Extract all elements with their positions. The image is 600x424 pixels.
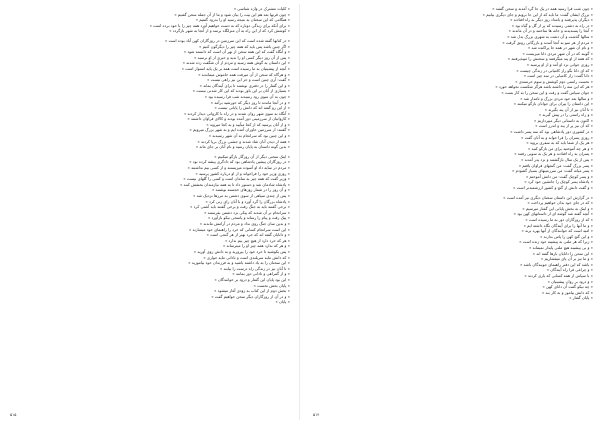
text-line: « روزی جوانی نزد او آمد و از او پرسید » <box>526 61 593 67</box>
text-line: « که دانش بیاموز و به کار بند » <box>541 289 593 295</box>
text-line: « برخی گفتند باید به جنگ رفت و برخی گفتند باید آشتی کرد » <box>190 204 290 210</box>
text-line: « و اینک به بخش پایانی این گفتار میرسیم » <box>522 205 593 211</box>
text-line: « وزیر گفت که همه چیز به سامان است و کسی را گلهای نیست » <box>183 176 290 182</box>
text-line: « پس از یک سال بازگشتند و نزد پدر آمدند » <box>520 157 593 163</box>
text-line: « که آن نیز پر از پند و اندرز است » <box>535 123 593 129</box>
text-line: « و نام آن شهر در همه جا پراکنده شد » <box>527 45 593 51</box>
text-line: « و از آنان پرسید که از کجا میآیید و به کجا میروید » <box>206 121 290 127</box>
text-line: « آنچه گفته شد گوشه ای از داستانهای کهن بود » <box>513 211 593 217</box>
text-line: « و سالها بعد خود مردی بزرگ و نامدار شد » <box>520 95 593 101</box>
left-page <box>8 6 290 410</box>
text-line: « بخش دوم از این کتاب به زودی آغاز میشود » <box>213 288 290 294</box>
text-line: « کلیات مشترک در واژه شناسی » <box>233 6 290 11</box>
text-line: « بدین گونه داستان به پایان رسید و نام آنان بر جای ماند » <box>195 144 290 150</box>
text-line: « هنگامی که این سخنان به نتیجه رسید او را بدرود گفتیم » <box>195 17 290 23</box>
text-line: « پسر بزرگ گفت: من گنجهای فراوان یافتم » <box>518 162 593 168</box>
text-line: « با سپاس از همه کسانی که یاری کردند » <box>524 272 593 278</box>
text-line: « پایان » <box>275 299 290 305</box>
text-line: « هر که خرد دارد از هیچ چیز بیم ندارد » <box>224 237 290 243</box>
text-line: « این است سرانجام کسانی که خرد را راهنمای خود میسازند » <box>188 226 290 232</box>
text-line: « و ما نیز بر آن پای میفشاریم » <box>540 256 593 262</box>
text-line: « این سخنان را به یاد داشته باشید و به فرزندان خود بیاموزید » <box>188 260 290 266</box>
text-line: « جوان سپاس گفت و رفت و این سخن را به کار بست » <box>501 89 593 95</box>
text-line: « کاروانیان از سرزمینی دور آمده بودند و کالای فراوان داشتند » <box>187 116 290 122</box>
text-line: « و در آن از روزگاران دیگر سخن خواهیم گفت » <box>211 293 290 299</box>
text-line: « برای آنکه برای زندگی دوباره که به دست خواهیم آورد همه چیز را با خود برده است » <box>149 22 290 28</box>
text-line: « هر یک از شما باید که به سفری بروید » <box>526 140 593 146</box>
text-line: « و هرگاه که سخن از آن میرفت همه خاموش میماندند » <box>198 71 290 77</box>
text-line: « و از گمراهی و نادانی دور بمانند » <box>232 271 290 277</box>
text-line: « گویند که در آن شهر مردی دانا میزیست » <box>522 50 593 56</box>
text-line: « که از روزگاران دور به ما رسیده است » <box>525 216 593 222</box>
text-line: « این داستان را پیران برای جوانان بازگو میکنند » <box>513 101 593 107</box>
left-page-number: ۵۱۵ <box>10 412 17 417</box>
text-line: « روزی وزیر خود را فراخواند و از او درباره کشور پرسید » <box>195 170 290 176</box>
text-line: « در گزارش این داستان سخنان دیگری نیز آمده است » <box>503 194 593 200</box>
text-line: « چه نیکو گفت آن دانای کهن » <box>542 284 593 290</box>
text-line: « و بدین سان جنگ روی نداد و مردم در آرامش ماندند » <box>199 220 290 226</box>
text-line: « که ای دانا بگو راز کامیابی در زندگی چیست » <box>516 67 593 73</box>
text-line: « سرانجام بر آن شدند که پیکی نزد دشمن بفرستند » <box>204 209 290 215</box>
text-line: « گفت: آری چنین است و جز این نیز راهی نیست » <box>207 77 290 83</box>
text-line: « بسیاری از آنان بر این باور بودند که این کار شدنی نیست » <box>192 88 290 94</box>
text-line: « پادشاه پسر کوچک را جانشین خود کرد » <box>524 179 593 185</box>
text-line: « پادشاه شادمان شد و دستور داد تا به همه نیازمندان بخشش کنند » <box>179 181 290 187</box>
text-line: « در راه به دشتی رسیدند که پر از گل و گیاه بود » <box>511 22 593 28</box>
text-line: « آنچه از پیشینیان به ما رسیده است همه بر یک پایه استوار است » <box>181 65 290 71</box>
text-line: « و این چنین بود که سرانجام به آن شهر رسیدند » <box>208 133 290 139</box>
text-line: « پس از آن روز دیگر کسی او را ندید و خبری از او نرسید » <box>193 54 290 60</box>
text-line: « پس بکوشید تا خرد خود را بپرورید و به دانش روی آورید » <box>193 248 290 254</box>
text-line: « در کتابها گفته شده است که این سرزمین در روزگاران کهن آباد بوده است » <box>164 37 290 43</box>
text-line: « امید است که خوانندگان از آنها بهره برند » <box>521 228 593 234</box>
text-line: « و پسر کوچک گفت: من دانش آموختم » <box>525 173 593 179</box>
text-line: « آنجا را پسندیدند و خانه ها ساختند و در آن ماندند » <box>508 28 593 34</box>
text-line: « پسر میانه گفت: من سرزمینهای بسیار گشودم » <box>512 168 593 174</box>
text-line: « این سخن را دانایان بارها گفته اند » <box>532 250 593 256</box>
text-line: « و این گنج کهن را پاس بدارند » <box>540 233 593 239</box>
text-line: « و این گفتار را در دفتری نوشتند تا برای آیندگان بماند » <box>199 82 290 88</box>
text-line: « پیک رفت و پیام را رساند و پاسخی نیکو بازآورد » <box>207 215 290 221</box>
text-line: « و درود بر روان پیشینیان » <box>547 278 593 284</box>
text-line: « هر که این سه را داشته باشد هرگز شکست نخواهد خورد » <box>495 84 593 90</box>
right-page-number: ۵۱۴ <box>313 412 320 417</box>
text-line: « پایان گفتار » <box>569 295 593 301</box>
text-line: « و در آنجا ماندند تا روز دیگر که خورشید برآمد » <box>210 99 290 105</box>
text-line: « و چراغی فرا راه آیندگان » <box>546 267 593 273</box>
text-line: « پسران به راه افتادند و هر یک به سویی رفتند » <box>514 151 593 157</box>
text-line: « و بی پیشینه هیچ ملتی پایدار نمیماند » <box>529 244 593 250</box>
text-line: « و هر چه آموختید برای من بازگو کنید » <box>527 145 593 151</box>
text-line: « دانا گفت: راز کامیابی در سه چیز است » <box>523 73 593 79</box>
text-line: « اگر چنین باشد پس باید که همه چیز را دیگرگون کنیم » <box>198 43 290 49</box>
text-line: « و آن روز را در شمار روزهای خجسته نوشتند » <box>211 187 290 193</box>
text-line: « نخست راستی دوم کوشش و سوم خرسندی » <box>515 78 593 84</box>
page-gutter <box>299 4 300 420</box>
text-line: « کوشش کرد که از این راه به آن منزلگاه برسد و از آنجا به شهر بازگردد » <box>169 28 290 34</box>
text-line: « اینک سخنی دیگر از آن روزگار بازگو میکنیم » <box>214 153 290 159</box>
text-line: « و دانایان گفته اند که خرد بهتر از هر گنجی است » <box>206 232 290 238</box>
text-line: « که دانش مایه سربلندی است و نادانی مایه خواری » <box>203 254 290 260</box>
text-line: « بزرگ ایشان گفت: ما باید که از این جا برویم و جای دیگری بیابیم » <box>482 11 593 17</box>
text-line: « همه از دیدن آنان شاد شدند و جشنی بزرگ برپا کردند » <box>197 138 290 144</box>
text-line: « مردم در سایه داد او آسوده میزیستند و از کسی بیم نداشتند » <box>187 165 290 171</box>
text-line: « پادشاه بزرگان را گرد آورد و با آنان رای زنی کرد » <box>205 198 290 204</box>
text-line: « که در جای خود بدان خواهیم پرداخت » <box>527 200 593 206</box>
text-line: « چون به آن سوی رود رسیدند شب فرا رسیده بود » <box>204 93 290 99</box>
text-line: « دیگران پذیرفتند و بامداد روز دیگر به راه افتادند » <box>510 17 593 23</box>
text-line: « و ما آنها را برای آیندگان نگاه داشته ایم » <box>523 222 593 228</box>
text-line: « آنگاه به سوی شهر روان شدند و در راه با کاروانی دیدار کردند » <box>183 110 290 116</box>
text-line: « و راه راستی را در پیش گیرند » <box>538 112 593 118</box>
text-line: « چون شب فرا رسید همه در یک جا گرد آمدند و سخن گفتند » <box>492 6 593 11</box>
text-line: « پایان بخش نخست » <box>253 282 290 288</box>
text-line: « در کشوری دور پادشاهی بود که سه پسر داشت » <box>510 129 593 135</box>
text-line: « چون قرنها بعد هم این بیت را بیان شود و ما از آن جمله سخن گفتیم » <box>174 11 290 17</box>
text-line: « در روزگاران پیشین پادشاهی بود که دادگری پیشه کرده بود » <box>189 159 290 165</box>
text-line: « زیرا که هر ملتی به پیشینه خود زنده است » <box>519 239 593 245</box>
text-line: « تا آنان نیز از آن پند بگیرند » <box>544 106 593 112</box>
text-line: « که همه از او پند میگرفتند و سخنش را میپذیرفتند » <box>507 56 593 62</box>
text-line: « اکنون به داستانی دیگر میپردازیم » <box>533 117 593 123</box>
text-line: « مردم از هر سو به آنجا آمدند و بازرگانی رونق گرفت » <box>502 39 593 45</box>
text-line: « باشد که این دفتر راهنمای جویندگان باشد » <box>519 261 593 267</box>
text-line: « و گفت دانش از گنج و کشور ارزشمندتر است » <box>512 185 593 190</box>
text-line: « تا آنان نیز در زندگی راه درست را بیابند » <box>219 265 290 271</box>
text-line: « و هر که ندارد همه چیز او را میترساند » <box>222 243 290 249</box>
text-line: « روزی پسران را فرا خواند و به آنان گفت » <box>520 134 593 140</box>
right-page <box>311 6 593 410</box>
text-line: « گفتند: از سرزمین خاوران آمده ایم و به شهر بزرگ میرویم » <box>189 127 290 133</box>
text-line: « این داستان به گوش همه رسید و مردم از آن شگفت زده شدند » <box>182 60 290 66</box>
text-line: « و آنگاه گفت که این همه سخن از بهر آن است که دانسته شود » <box>183 49 290 55</box>
text-line: « این بود پایان این گفتار و درود بر خوانندگان » <box>214 276 290 282</box>
text-line: « پس از چندی سپاهی از سوی دشمن به مرزها نزدیک شد » <box>192 193 290 198</box>
text-line: « از این رو گفته اند که دانش را پایانی نیست » <box>214 105 290 111</box>
text-line: « سالها گذشت و آن دشت به شهری بزرگ بدل شد » <box>507 33 593 39</box>
